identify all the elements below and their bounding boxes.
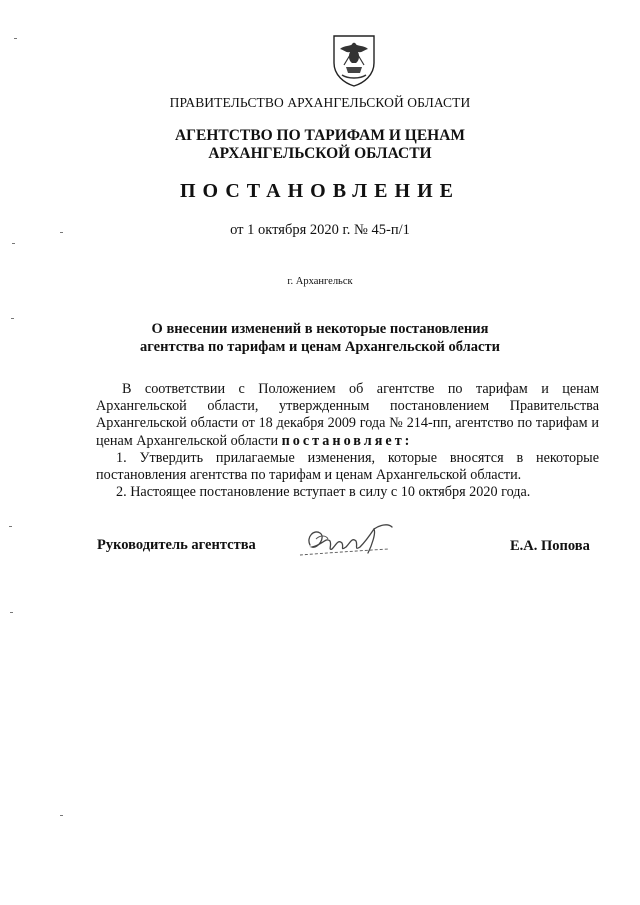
scan-mark [10,612,13,613]
item-2: 2. Настоящее постановление вступает в силу с 10 октября 2020 года. [116,484,531,501]
signatory-name: Е.А. Попова [510,538,590,554]
scan-mark [11,318,14,319]
preamble-paragraph [96,381,599,450]
document-body [96,381,599,501]
document-type: ПОСТАНОВЛЕНИЕ [180,180,460,202]
document-title-line2: агентства по тарифам и ценам Архангельской области [140,339,500,355]
government-name: ПРАВИТЕЛЬСТВО АРХАНГЕЛЬСКОЙ ОБЛАСТИ [169,95,471,110]
scan-mark [14,38,17,39]
handwritten-signature [296,515,404,563]
scan-mark [60,815,63,816]
agency-name-line1: АГЕНТСТВО ПО ТАРИФАМ И ЦЕНАМ [174,127,466,144]
preamble-text: В соответствии с Положением об агентстве по тарифам и ценам Архангельской области, утвержденным постановлением Правительства Архангельской области от 18 декабря 2009 года № 214-пп, агентство по тарифам и ценам Архангельской области [96,381,599,449]
document-title-line1: О внесении изменений в некоторые постановления [151,321,489,337]
scan-mark [9,526,12,527]
document-city: г. Архангельск [287,276,353,287]
scan-mark [12,243,15,244]
document-date-number: от 1 октября 2020 г. № 45-п/1 [230,222,410,238]
agency-name [0,127,640,163]
item-1: 1. Утвердить прилагаемые изменения, которые вносятся в некоторые постановления агентства по тарифам и ценам Архангельской области. [96,449,599,484]
decree-word: постановляет: [281,432,413,449]
signatory-position: Руководитель агентства [97,537,256,553]
coat-of-arms-icon [330,33,378,87]
scan-mark [60,232,63,233]
agency-name-line2: АРХАНГЕЛЬСКОЙ ОБЛАСТИ [208,145,432,162]
document-title [0,320,640,356]
